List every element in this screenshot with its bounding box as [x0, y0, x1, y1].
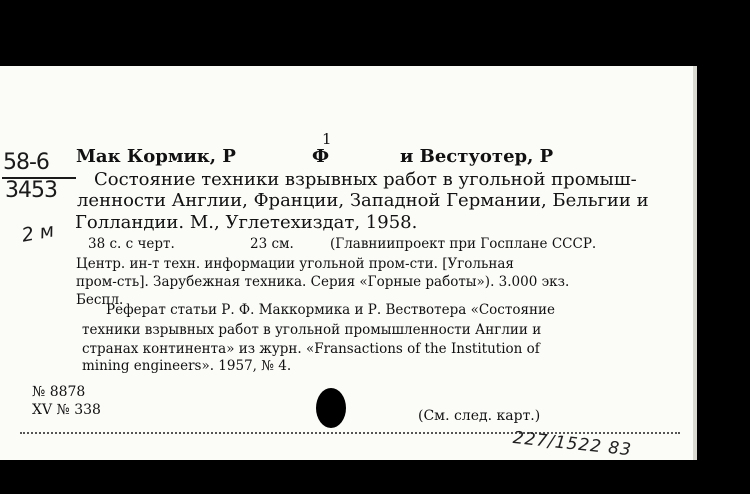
- continued-note: (См. след. карт.): [418, 408, 541, 424]
- author-second: и Вестуотер, Р: [400, 146, 554, 167]
- card-edge: [693, 66, 697, 460]
- imprint-line-2: Центр. ин-т техн. информации угольной пром-сти. [Угольная: [76, 256, 514, 272]
- shelfmark-top: 58-6: [3, 150, 49, 175]
- abstract-line-3: странах континента» из журн. «Fransactions of the Institution of: [82, 341, 540, 357]
- punch-hole: [316, 388, 346, 428]
- dotted-divider: [20, 432, 680, 434]
- imprint-pages: 38 с. с черт.: [88, 236, 175, 252]
- inventory-number: № 8878: [32, 384, 86, 400]
- abstract-line-2: техники взрывных работ в угольной промышленности Англии и: [82, 322, 542, 338]
- shelfmark-note: 2 м: [20, 219, 56, 247]
- title-line-1: Состояние техники взрывных работ в угольной промыш-: [94, 169, 637, 190]
- title-line-3: Голландии. М., Углетехиздат, 1958.: [75, 212, 418, 233]
- author-first: Мак Кормик, Р: [76, 146, 236, 167]
- page-number: 1: [322, 130, 332, 148]
- abstract-line-4: mining engineers». 1957, № 4.: [82, 358, 292, 374]
- inventory-shelf: XV № 338: [32, 402, 101, 418]
- abstract-line-1: Реферат статьи Р. Ф. Маккормика и Р. Вествотера «Состояние: [106, 302, 555, 318]
- shelfmark-bottom: 3453: [5, 178, 57, 203]
- handwritten-code: 227/1522 83: [511, 428, 633, 461]
- title-line-2: ленности Англии, Франции, Западной Германии, Бельгии и: [77, 190, 649, 211]
- imprint-size: 23 см.: [250, 236, 294, 252]
- author-initial: Ф: [312, 146, 330, 167]
- imprint-line-3: пром-сть]. Зарубежная техника. Серия «Горные работы»). 3.000 экз.: [76, 274, 570, 290]
- imprint-line-4: Беспл.: [76, 292, 124, 308]
- imprint-publisher: (Главниипроект при Госплане СССР.: [330, 236, 597, 252]
